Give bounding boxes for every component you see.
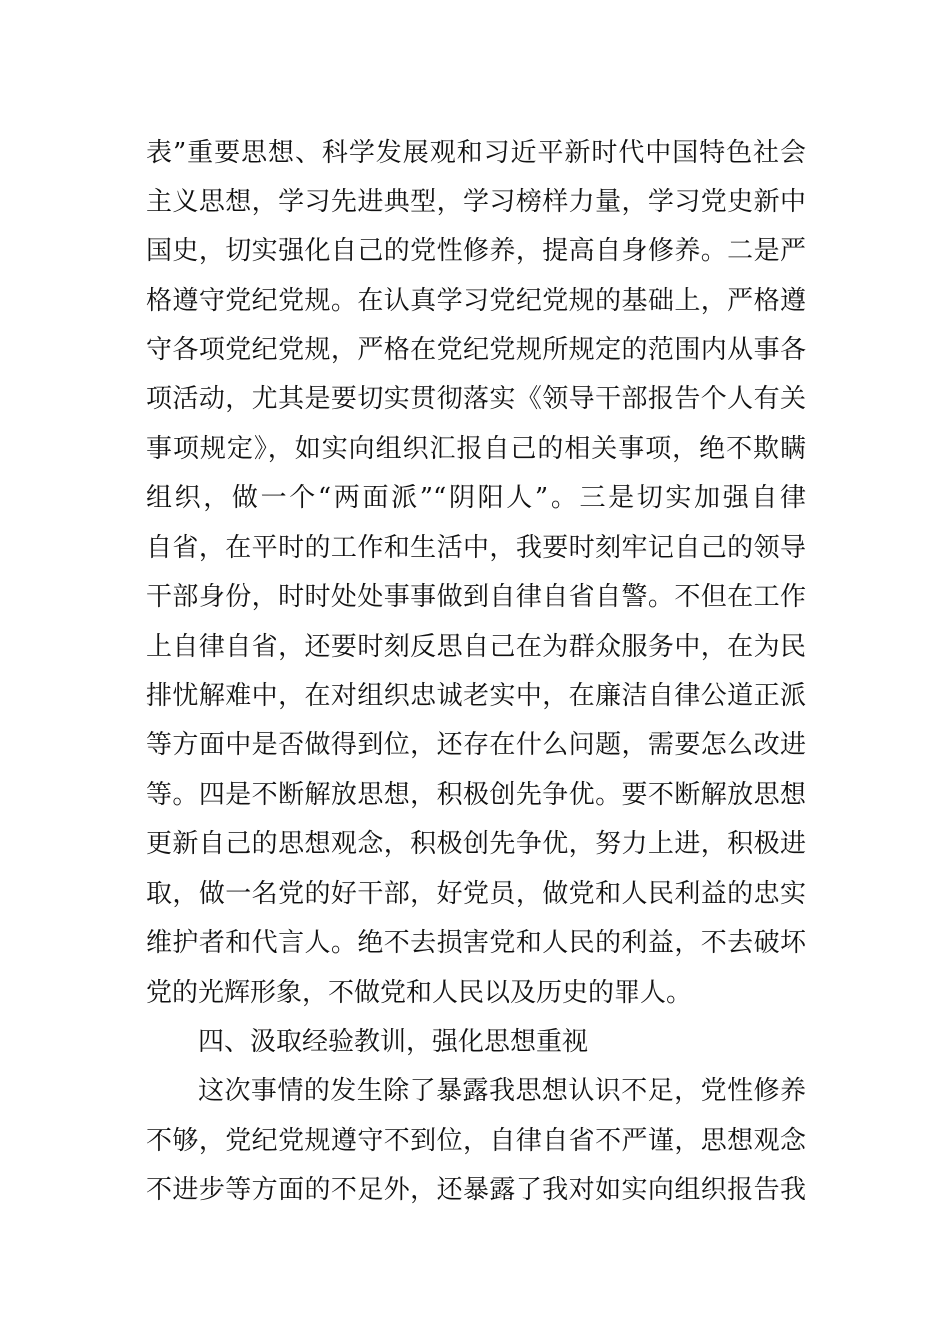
body-text-line: 组织，做一个“两面派”“阴阳人”。三是切实加强自律 bbox=[146, 483, 806, 513]
body-text-line: 自省，在平时的工作和生活中，我要时刻牢记自己的领导 bbox=[146, 533, 806, 563]
body-text-line: 格遵守党纪党规。在认真学习党纪党规的基础上，严格遵 bbox=[146, 286, 806, 316]
body-text-line: 党的光辉形象，不做党和人民以及历史的罪人。 bbox=[146, 978, 693, 1008]
section-heading: 四、汲取经验教训，强化思想重视 bbox=[198, 1027, 589, 1057]
body-text-line: 不够，党纪党规遵守不到位，自律自省不严谨，思想观念 bbox=[146, 1126, 806, 1156]
body-text-line: 国史，切实强化自己的党性修养，提高自身修养。二是严 bbox=[146, 236, 806, 266]
body-text-line: 不进步等方面的不足外，还暴露了我对如实向组织报告我 bbox=[146, 1175, 806, 1205]
body-text-line: 等。四是不断解放思想，积极创先争优。要不断解放思想 bbox=[146, 780, 806, 810]
body-text-line: 这次事情的发生除了暴露我思想认识不足，党性修养 bbox=[198, 1076, 806, 1106]
body-text-line: 更新自己的思想观念，积极创先争优，努力上进，积极进 bbox=[146, 829, 806, 859]
body-text-line: 取，做一名党的好干部，好党员，做党和人民利益的忠实 bbox=[146, 879, 806, 909]
body-text-line: 表”重要思想、科学发展观和习近平新时代中国特色社会 bbox=[146, 138, 806, 168]
body-text-line: 排忧解难中，在对组织忠诚老实中，在廉洁自律公道正派 bbox=[146, 681, 806, 711]
body-text-line: 维护者和代言人。绝不去损害党和人民的利益，不去破坏 bbox=[146, 928, 806, 958]
body-text-line: 干部身份，时时处处事事做到自律自省自警。不但在工作 bbox=[146, 582, 806, 612]
body-text-line: 上自律自省，还要时刻反思自己在为群众服务中，在为民 bbox=[146, 632, 806, 662]
body-text-line: 守各项党纪党规，严格在党纪党规所规定的范围内从事各 bbox=[146, 335, 806, 365]
body-text-line: 主义思想，学习先进典型，学习榜样力量，学习党史新中 bbox=[146, 187, 806, 217]
body-text-line: 等方面中是否做得到位，还存在什么问题，需要怎么改进 bbox=[146, 730, 806, 760]
body-text-line: 事项规定》，如实向组织汇报自己的相关事项，绝不欺瞒 bbox=[146, 434, 806, 464]
body-text-line: 项活动，尤其是要切实贯彻落实《领导干部报告个人有关 bbox=[146, 384, 806, 414]
